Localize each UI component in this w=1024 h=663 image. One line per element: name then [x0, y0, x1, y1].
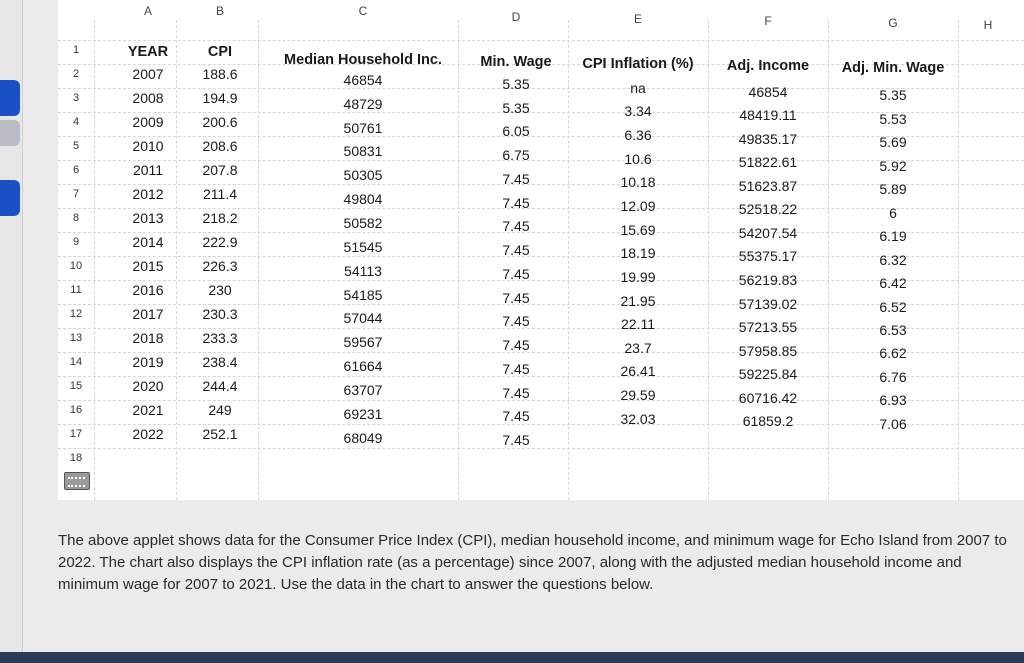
table-cell[interactable]: 57139.02 — [738, 295, 798, 312]
table-cell[interactable]: 2020 — [132, 378, 164, 394]
column-header-d[interactable]: D — [511, 10, 521, 24]
table-cell[interactable]: 252.1 — [202, 426, 238, 442]
table-cell[interactable]: 218.2 — [202, 210, 238, 226]
table-cell[interactable]: 194.9 — [202, 90, 238, 106]
row-number[interactable]: 12 — [69, 308, 83, 320]
table-cell[interactable]: 6.19 — [879, 228, 907, 245]
column-header-f[interactable]: F — [764, 14, 772, 28]
row-number[interactable]: 5 — [72, 140, 80, 152]
side-tab-blue-lower[interactable] — [0, 180, 20, 216]
table-cell[interactable]: 63707 — [343, 381, 383, 398]
bottom-bar — [0, 652, 1024, 663]
table-cell[interactable]: 207.8 — [202, 162, 238, 178]
table-cell[interactable]: 49835.17 — [738, 130, 798, 147]
table-cell[interactable]: 7.06 — [879, 415, 907, 432]
table-cell[interactable]: 7.45 — [502, 265, 530, 282]
table-cell[interactable]: 7.45 — [502, 289, 530, 306]
table-cell[interactable]: 46854 — [748, 83, 788, 100]
row-number[interactable]: 11 — [70, 284, 82, 296]
table-cell[interactable]: 200.6 — [202, 114, 238, 130]
table-cell[interactable]: 61664 — [343, 358, 383, 375]
table-cell[interactable]: 2008 — [132, 90, 164, 106]
table-cell[interactable]: 69231 — [343, 405, 383, 422]
column-header-g[interactable]: G — [888, 16, 898, 30]
table-cell[interactable]: 22.11 — [621, 316, 655, 333]
table-cell[interactable]: 6.93 — [879, 392, 907, 409]
table-cell[interactable]: 6.32 — [879, 251, 907, 268]
table-cell[interactable]: 54207.54 — [738, 224, 798, 241]
table-cell[interactable]: 244.4 — [202, 378, 238, 394]
table-cell[interactable]: na — [630, 79, 646, 96]
table-cell[interactable]: 23.7 — [624, 339, 652, 356]
table-cell[interactable]: 57213.55 — [738, 319, 798, 336]
row-number[interactable]: 18 — [69, 452, 83, 464]
table-cell[interactable]: 7.45 — [502, 337, 530, 353]
table-cell[interactable]: 5.35 — [502, 99, 530, 116]
side-tab-blue[interactable] — [0, 80, 20, 116]
table-cell[interactable]: 51623.87 — [738, 177, 798, 194]
table-cell[interactable]: 2022 — [132, 426, 164, 442]
table-cell[interactable]: 7.45 — [502, 360, 530, 377]
table-cell[interactable]: 50831 — [343, 143, 383, 160]
table-cell[interactable]: 5.53 — [879, 110, 907, 127]
row-gridline — [58, 40, 1024, 41]
table-cell[interactable]: 6.36 — [624, 126, 652, 143]
column-header-e[interactable]: E — [633, 12, 642, 26]
table-cell[interactable]: 7.45 — [502, 170, 530, 187]
table-cell[interactable]: 2015 — [132, 258, 164, 274]
table-cell[interactable]: 21.95 — [620, 292, 656, 309]
table-cell[interactable]: 57958.85 — [738, 342, 798, 359]
table-cell[interactable]: 7.45 — [502, 408, 530, 425]
column-gridline — [458, 20, 459, 500]
table-cell[interactable]: 12.09 — [620, 197, 656, 214]
table-cell[interactable]: 6.42 — [879, 275, 907, 292]
column-header-a[interactable]: A — [143, 4, 152, 18]
table-cell[interactable]: 51545 — [343, 238, 383, 255]
table-cell[interactable]: 2017 — [132, 306, 164, 322]
table-cell[interactable]: 50761 — [343, 119, 383, 136]
table-cell[interactable]: 2014 — [132, 234, 164, 250]
row-number[interactable]: 9 — [72, 236, 80, 248]
column-header-b[interactable]: B — [215, 4, 224, 18]
table-cell[interactable]: 5.69 — [879, 134, 907, 151]
row-number[interactable]: 8 — [72, 212, 80, 224]
table-cell[interactable]: 233.3 — [202, 330, 238, 346]
table-cell[interactable]: 7.45 — [502, 218, 530, 235]
table-cell[interactable]: 7.45 — [502, 432, 530, 448]
table-cell[interactable]: 54113 — [344, 262, 382, 279]
table-cell[interactable]: 57044 — [343, 310, 383, 327]
table-cell[interactable]: 26.41 — [620, 363, 656, 380]
table-cell[interactable]: 6.76 — [879, 368, 907, 385]
header-cell[interactable]: Adj. Min. Wage — [841, 60, 945, 76]
table-cell[interactable]: 46854 — [343, 71, 383, 88]
row-number[interactable]: 16 — [69, 404, 83, 416]
table-cell[interactable]: 54185 — [343, 286, 383, 303]
table-cell[interactable]: 50305 — [343, 167, 383, 184]
column-gridline — [958, 20, 959, 500]
row-number[interactable]: 4 — [72, 116, 80, 128]
column-header-c[interactable]: C — [358, 4, 368, 18]
table-cell[interactable]: 6.53 — [879, 321, 907, 338]
table-cell[interactable]: 249 — [208, 402, 232, 418]
table-cell[interactable]: 56219.83 — [738, 271, 798, 288]
table-cell[interactable]: 5.35 — [879, 87, 907, 104]
table-cell[interactable]: 50582 — [343, 214, 383, 231]
column-gridline — [94, 20, 95, 500]
row-number[interactable]: 14 — [69, 356, 83, 368]
table-cell[interactable]: 230.3 — [202, 306, 238, 322]
table-cell[interactable]: 10.18 — [620, 174, 656, 191]
row-number[interactable]: 6 — [72, 164, 80, 176]
table-cell[interactable]: 5.35 — [502, 75, 530, 92]
table-cell[interactable]: 7.45 — [502, 384, 530, 401]
table-cell[interactable]: 2013 — [132, 210, 164, 226]
row-number[interactable]: 3 — [72, 92, 80, 104]
table-cell[interactable]: 48419.11 — [739, 107, 797, 124]
table-cell[interactable]: 55375.17 — [738, 248, 798, 265]
table-cell[interactable]: 222.9 — [202, 234, 238, 250]
table-cell[interactable]: 2007 — [132, 66, 164, 82]
table-cell[interactable]: 52518.22 — [738, 201, 798, 218]
row-number[interactable]: 1 — [72, 44, 80, 56]
table-cell[interactable]: 15.69 — [620, 221, 656, 238]
table-cell[interactable]: 211.4 — [203, 186, 237, 202]
header-cell[interactable]: Adj. Income — [726, 58, 810, 74]
table-cell[interactable]: 188.6 — [202, 66, 238, 82]
description-text: The above applet shows data for the Consumer Price Index (CPI), median household income, and minimum wage for Echo Island from 2007 to 2022. The chart also displays the CPI inflation rate (as a percentage) since 2007, along with the adjusted median household income and minimum wage for 2007 to 2021. Use the data in the chart to answer the questions below. — [58, 532, 1007, 593]
table-cell[interactable]: 2019 — [132, 354, 164, 370]
side-tab-gray[interactable] — [0, 120, 20, 146]
column-header-h[interactable]: H — [983, 18, 993, 32]
table-cell[interactable]: 230 — [208, 282, 232, 298]
table-cell[interactable]: 61859.2 — [742, 413, 794, 430]
table-cell[interactable]: 208.6 — [202, 138, 238, 154]
table-cell[interactable]: 6.52 — [879, 298, 907, 315]
table-cell[interactable]: 226.3 — [202, 258, 238, 274]
header-cell[interactable]: Median Household Inc. — [284, 52, 442, 68]
table-cell[interactable]: 18.19 — [620, 245, 656, 262]
table-cell[interactable]: 2010 — [132, 138, 164, 154]
table-cell[interactable]: 6.62 — [879, 345, 907, 362]
table-cell[interactable]: 2021 — [132, 402, 164, 418]
row-number[interactable]: 7 — [72, 188, 80, 200]
header-cell[interactable]: Min. Wage — [480, 54, 552, 70]
table-cell[interactable]: 10.6 — [624, 150, 652, 167]
table-cell[interactable]: 5.89 — [879, 181, 907, 198]
table-cell[interactable]: 3.34 — [624, 103, 652, 120]
table-cell[interactable]: 59225.84 — [738, 366, 798, 383]
table-cell[interactable]: 48729 — [343, 95, 383, 112]
table-cell[interactable]: 2009 — [132, 114, 164, 130]
row-number[interactable]: 13 — [69, 332, 83, 344]
table-cell[interactable]: 2018 — [132, 330, 164, 346]
spreadsheet — [58, 0, 1024, 500]
table-cell[interactable]: 2011 — [132, 162, 164, 178]
table-cell[interactable]: 60716.42 — [738, 389, 798, 406]
keyboard-icon[interactable] — [64, 472, 90, 490]
row-gridline — [58, 448, 1024, 449]
row-number[interactable]: 17 — [69, 428, 83, 440]
row-number[interactable]: 15 — [69, 380, 83, 392]
table-cell[interactable]: 5.92 — [879, 157, 907, 174]
header-cell[interactable]: CPI — [207, 44, 233, 60]
table-cell[interactable]: 59567 — [343, 334, 383, 351]
table-cell[interactable]: 7.45 — [502, 194, 530, 211]
table-cell[interactable]: 7.45 — [502, 242, 530, 258]
table-cell[interactable]: 32.03 — [620, 410, 656, 427]
row-number[interactable]: 10 — [69, 260, 83, 272]
header-cell[interactable]: YEAR — [127, 44, 169, 60]
table-cell[interactable]: 6.05 — [502, 123, 530, 140]
table-cell[interactable]: 6.75 — [502, 147, 530, 163]
row-number[interactable]: 2 — [72, 68, 80, 80]
table-cell[interactable]: 68049 — [343, 429, 383, 446]
left-side-panel — [0, 0, 23, 663]
table-cell[interactable]: 2012 — [132, 186, 164, 202]
table-cell[interactable]: 7.45 — [502, 313, 530, 330]
table-cell[interactable]: 238.4 — [202, 354, 238, 370]
table-cell[interactable]: 2016 — [132, 282, 164, 298]
table-cell[interactable]: 19.99 — [620, 268, 656, 285]
table-cell[interactable]: 6 — [889, 204, 897, 221]
header-cell[interactable]: CPI Inflation (%) — [582, 56, 694, 72]
table-cell[interactable]: 29.59 — [620, 387, 656, 404]
table-cell[interactable]: 51822.61 — [738, 154, 798, 171]
table-cell[interactable]: 49804 — [343, 191, 383, 208]
